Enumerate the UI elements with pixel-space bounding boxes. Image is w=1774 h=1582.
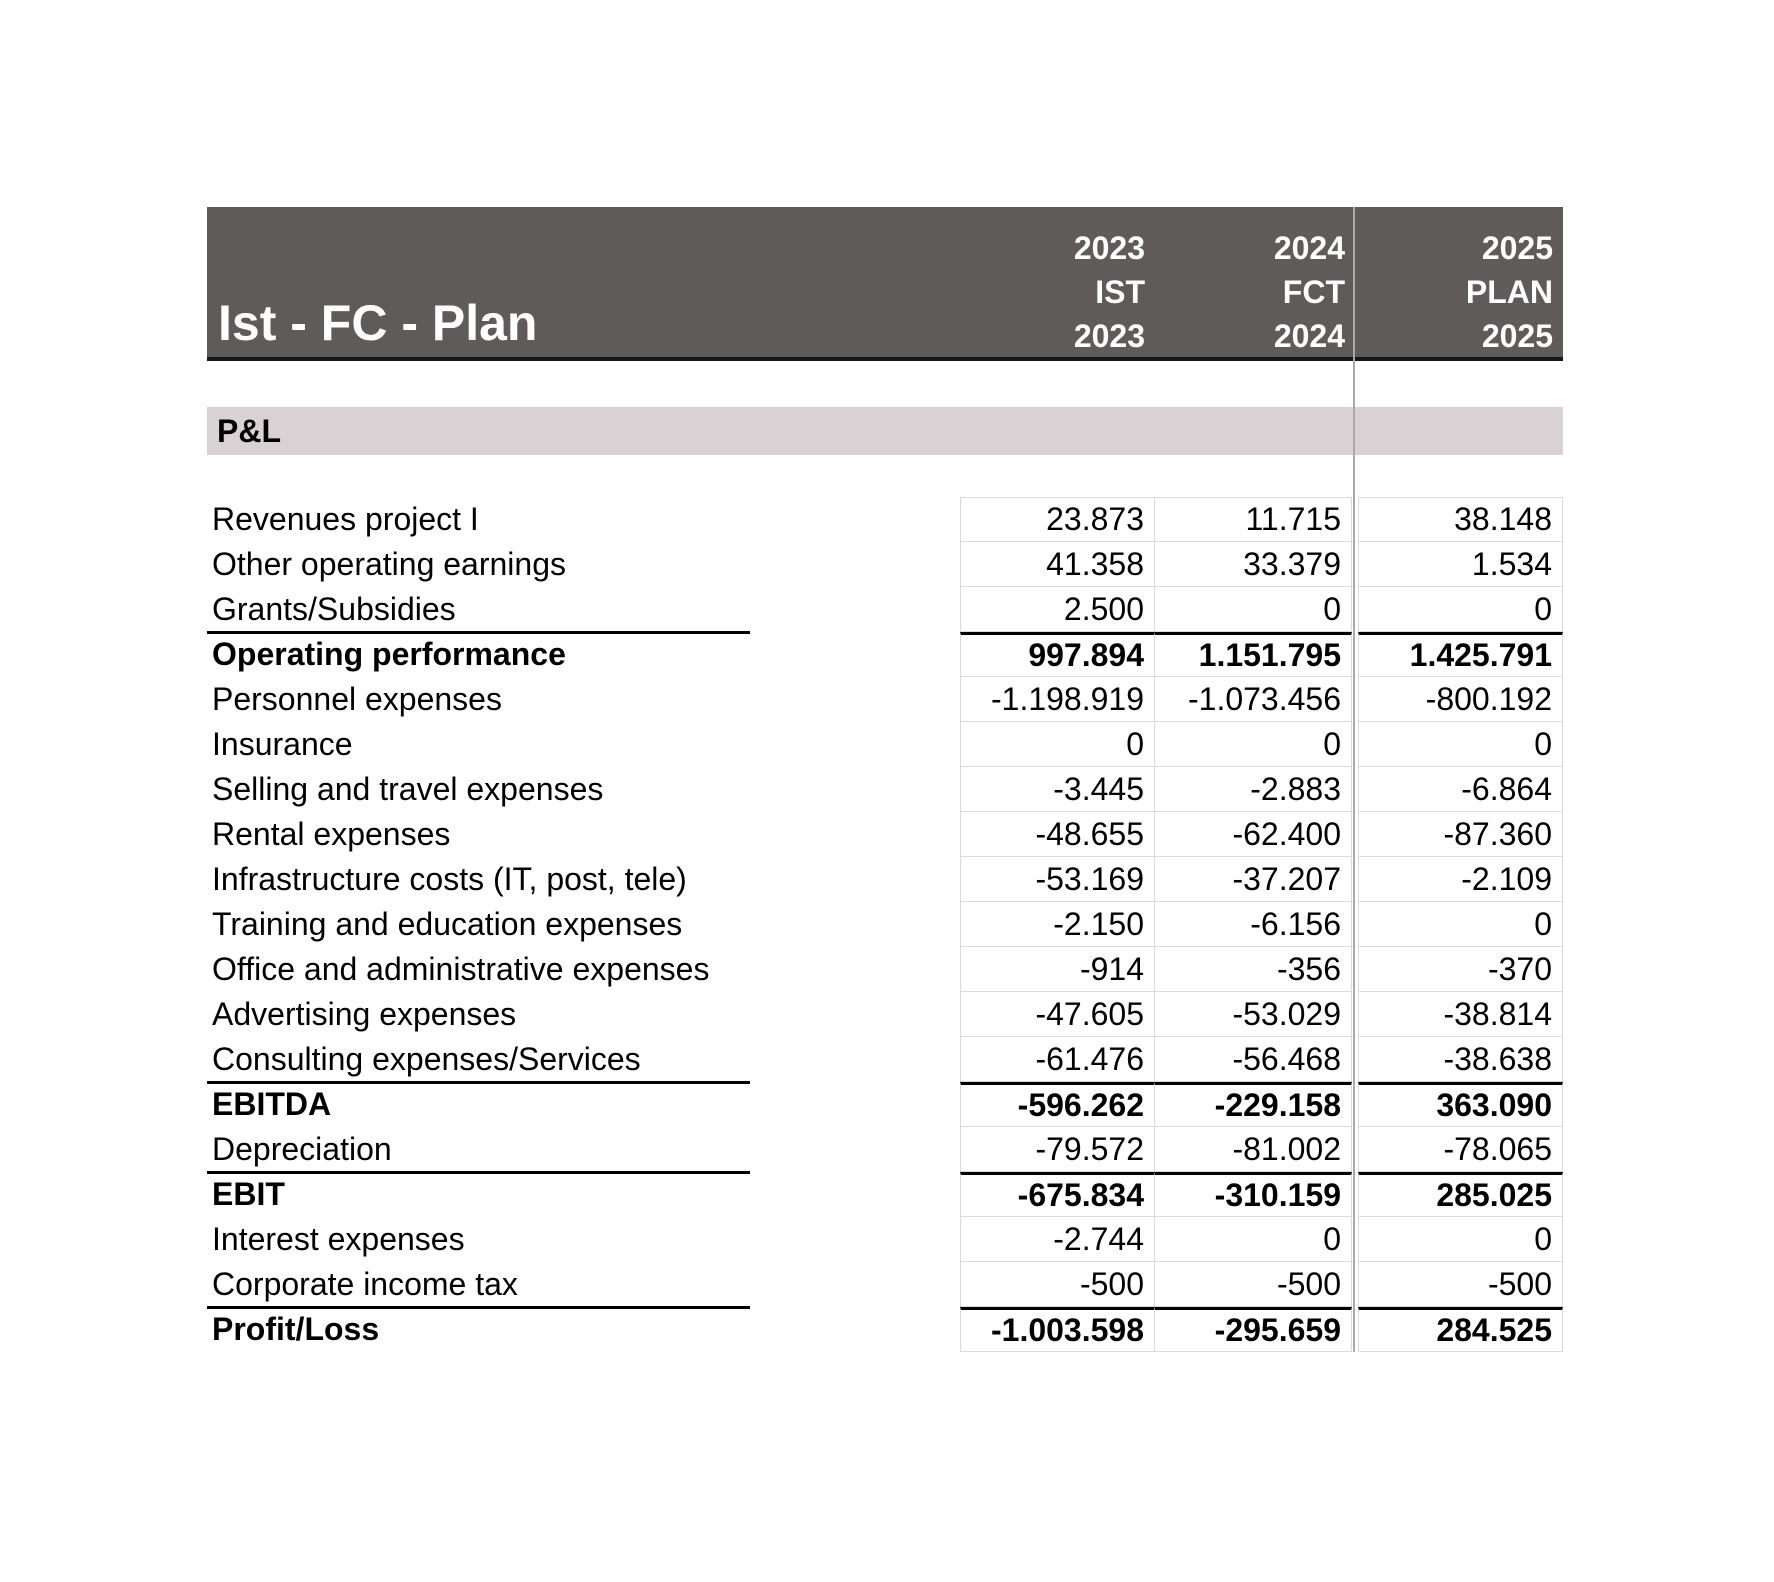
cell-2023[interactable]: 0 bbox=[960, 722, 1155, 767]
cell-2025[interactable]: -87.360 bbox=[1358, 812, 1563, 857]
pnl-table bbox=[207, 497, 1563, 1352]
cell-2023[interactable]: -2.744 bbox=[960, 1217, 1155, 1262]
cell-2024[interactable]: 0 bbox=[1155, 1217, 1352, 1262]
cell-2023[interactable]: -1.198.919 bbox=[960, 677, 1155, 722]
table-row bbox=[207, 857, 1563, 902]
cell-2024[interactable]: -310.159 bbox=[1155, 1172, 1352, 1217]
table-row-subtotal bbox=[207, 1307, 1563, 1352]
table-row bbox=[207, 1127, 1563, 1172]
row-label[interactable]: Other operating earnings bbox=[212, 546, 566, 582]
row-label[interactable]: Corporate income tax bbox=[212, 1266, 518, 1302]
cell-2023[interactable]: -596.262 bbox=[960, 1082, 1155, 1127]
sheet-title: Ist - FC - Plan bbox=[218, 295, 538, 351]
row-label[interactable]: Advertising expenses bbox=[212, 996, 517, 1032]
cell-2023[interactable]: 997.894 bbox=[960, 632, 1155, 677]
cell-2025[interactable]: -38.638 bbox=[1358, 1037, 1563, 1082]
cell-2024[interactable]: 0 bbox=[1155, 722, 1352, 767]
cell-2024[interactable]: -500 bbox=[1155, 1262, 1352, 1307]
cell-2025[interactable]: 0 bbox=[1358, 1217, 1563, 1262]
section-label: P&L bbox=[217, 412, 281, 449]
cell-2025[interactable]: 0 bbox=[1358, 587, 1563, 632]
cell-2024[interactable]: -37.207 bbox=[1155, 857, 1352, 902]
section-header-pnl[interactable] bbox=[207, 407, 1563, 455]
table-row bbox=[207, 1217, 1563, 1262]
row-label[interactable]: Insurance bbox=[212, 726, 353, 762]
table-row bbox=[207, 947, 1563, 992]
cell-2024[interactable]: -81.002 bbox=[1155, 1127, 1352, 1172]
col-header-2024-fct[interactable] bbox=[1155, 226, 1345, 358]
cell-2025[interactable]: -370 bbox=[1358, 947, 1563, 992]
col-header-year: 2024 bbox=[1273, 230, 1345, 266]
table-row bbox=[207, 902, 1563, 947]
cell-2025[interactable]: 285.025 bbox=[1358, 1172, 1563, 1217]
table-row bbox=[207, 1037, 1563, 1082]
table-row bbox=[207, 812, 1563, 857]
cell-2025[interactable]: 284.525 bbox=[1358, 1307, 1563, 1352]
table-row bbox=[207, 542, 1563, 587]
cell-2023[interactable]: -61.476 bbox=[960, 1037, 1155, 1082]
cell-2025[interactable]: 0 bbox=[1358, 722, 1563, 767]
col-header-year: 2023 bbox=[1073, 230, 1145, 266]
col-header-type: PLAN bbox=[1465, 274, 1553, 310]
cell-2023[interactable]: 23.873 bbox=[960, 497, 1155, 542]
row-label[interactable]: Interest expenses bbox=[212, 1221, 465, 1257]
cell-2023[interactable]: 41.358 bbox=[960, 542, 1155, 587]
cell-2024[interactable]: 33.379 bbox=[1155, 542, 1352, 587]
table-row bbox=[207, 677, 1563, 722]
row-label[interactable]: Profit/Loss bbox=[207, 1307, 960, 1352]
cell-2025[interactable]: -38.814 bbox=[1358, 992, 1563, 1037]
cell-2023[interactable]: -1.003.598 bbox=[960, 1307, 1155, 1352]
cell-2024[interactable]: -229.158 bbox=[1155, 1082, 1352, 1127]
table-row bbox=[207, 767, 1563, 812]
row-label[interactable]: Depreciation bbox=[212, 1131, 392, 1167]
row-label[interactable]: Training and education expenses bbox=[212, 906, 683, 942]
row-label[interactable]: EBITDA bbox=[207, 1082, 960, 1127]
table-row bbox=[207, 722, 1563, 767]
row-label[interactable]: EBIT bbox=[207, 1172, 960, 1217]
cell-2025[interactable]: 1.425.791 bbox=[1358, 632, 1563, 677]
table-row bbox=[207, 587, 1563, 632]
cell-2025[interactable]: -500 bbox=[1358, 1262, 1563, 1307]
cell-2024[interactable]: -62.400 bbox=[1155, 812, 1352, 857]
row-label[interactable]: Rental expenses bbox=[212, 816, 451, 852]
cell-2023[interactable]: -500 bbox=[960, 1262, 1155, 1307]
cell-2025[interactable]: 1.534 bbox=[1358, 542, 1563, 587]
cell-2024[interactable]: 1.151.795 bbox=[1155, 632, 1352, 677]
cell-2024[interactable]: 11.715 bbox=[1155, 497, 1352, 542]
cell-2023[interactable]: -79.572 bbox=[960, 1127, 1155, 1172]
cell-2023[interactable]: 2.500 bbox=[960, 587, 1155, 632]
col-header-type: FCT bbox=[1282, 274, 1345, 310]
cell-2025[interactable]: -800.192 bbox=[1358, 677, 1563, 722]
table-row-subtotal bbox=[207, 1172, 1563, 1217]
cell-2024[interactable]: 0 bbox=[1155, 587, 1352, 632]
col-header-2023-ist[interactable] bbox=[960, 226, 1145, 358]
cell-2025[interactable]: 38.148 bbox=[1358, 497, 1563, 542]
row-label[interactable]: Operating performance bbox=[207, 632, 960, 677]
row-label[interactable]: Revenues project I bbox=[212, 501, 479, 537]
cell-2025[interactable]: -78.065 bbox=[1358, 1127, 1563, 1172]
cell-2025[interactable]: -6.864 bbox=[1358, 767, 1563, 812]
col-header-year-repeat: 2023 bbox=[1073, 318, 1145, 354]
cell-2023[interactable]: -2.150 bbox=[960, 902, 1155, 947]
cell-2024[interactable]: -295.659 bbox=[1155, 1307, 1352, 1352]
col-header-2025-plan[interactable] bbox=[1358, 226, 1553, 358]
cell-2023[interactable]: -47.605 bbox=[960, 992, 1155, 1037]
table-row bbox=[207, 497, 1563, 542]
table-row bbox=[207, 992, 1563, 1037]
cell-2025[interactable]: -2.109 bbox=[1358, 857, 1563, 902]
table-header-band[interactable] bbox=[207, 207, 1563, 361]
cell-2023[interactable]: -3.445 bbox=[960, 767, 1155, 812]
row-label[interactable]: Grants/Subsidies bbox=[212, 591, 456, 627]
column-separator-line bbox=[1353, 207, 1355, 1352]
col-header-type: IST bbox=[1095, 274, 1145, 310]
row-label[interactable]: Consulting expenses/Services bbox=[212, 1041, 641, 1077]
cell-2024[interactable]: -53.029 bbox=[1155, 992, 1352, 1037]
cell-2023[interactable]: -675.834 bbox=[960, 1172, 1155, 1217]
cell-2023[interactable]: -53.169 bbox=[960, 857, 1155, 902]
cell-2024[interactable]: -356 bbox=[1155, 947, 1352, 992]
cell-2024[interactable]: -56.468 bbox=[1155, 1037, 1352, 1082]
row-label[interactable]: Infrastructure costs (IT, post, tele) bbox=[212, 861, 687, 897]
row-label[interactable]: Office and administrative expenses bbox=[212, 951, 710, 987]
table-row bbox=[207, 1262, 1563, 1307]
row-label[interactable]: Selling and travel expenses bbox=[212, 771, 604, 807]
cell-2023[interactable]: -48.655 bbox=[960, 812, 1155, 857]
table-row-subtotal bbox=[207, 1082, 1563, 1127]
cell-2025[interactable]: 363.090 bbox=[1358, 1082, 1563, 1127]
col-header-year-repeat: 2024 bbox=[1273, 318, 1345, 354]
cell-2025[interactable]: 0 bbox=[1358, 902, 1563, 947]
cell-2024[interactable]: -1.073.456 bbox=[1155, 677, 1352, 722]
col-header-year: 2025 bbox=[1481, 230, 1553, 266]
col-header-year-repeat: 2025 bbox=[1481, 318, 1553, 354]
table-row-subtotal bbox=[207, 632, 1563, 677]
row-label[interactable]: Personnel expenses bbox=[212, 681, 502, 717]
cell-2024[interactable]: -6.156 bbox=[1155, 902, 1352, 947]
cell-2023[interactable]: -914 bbox=[960, 947, 1155, 992]
cell-2024[interactable]: -2.883 bbox=[1155, 767, 1352, 812]
